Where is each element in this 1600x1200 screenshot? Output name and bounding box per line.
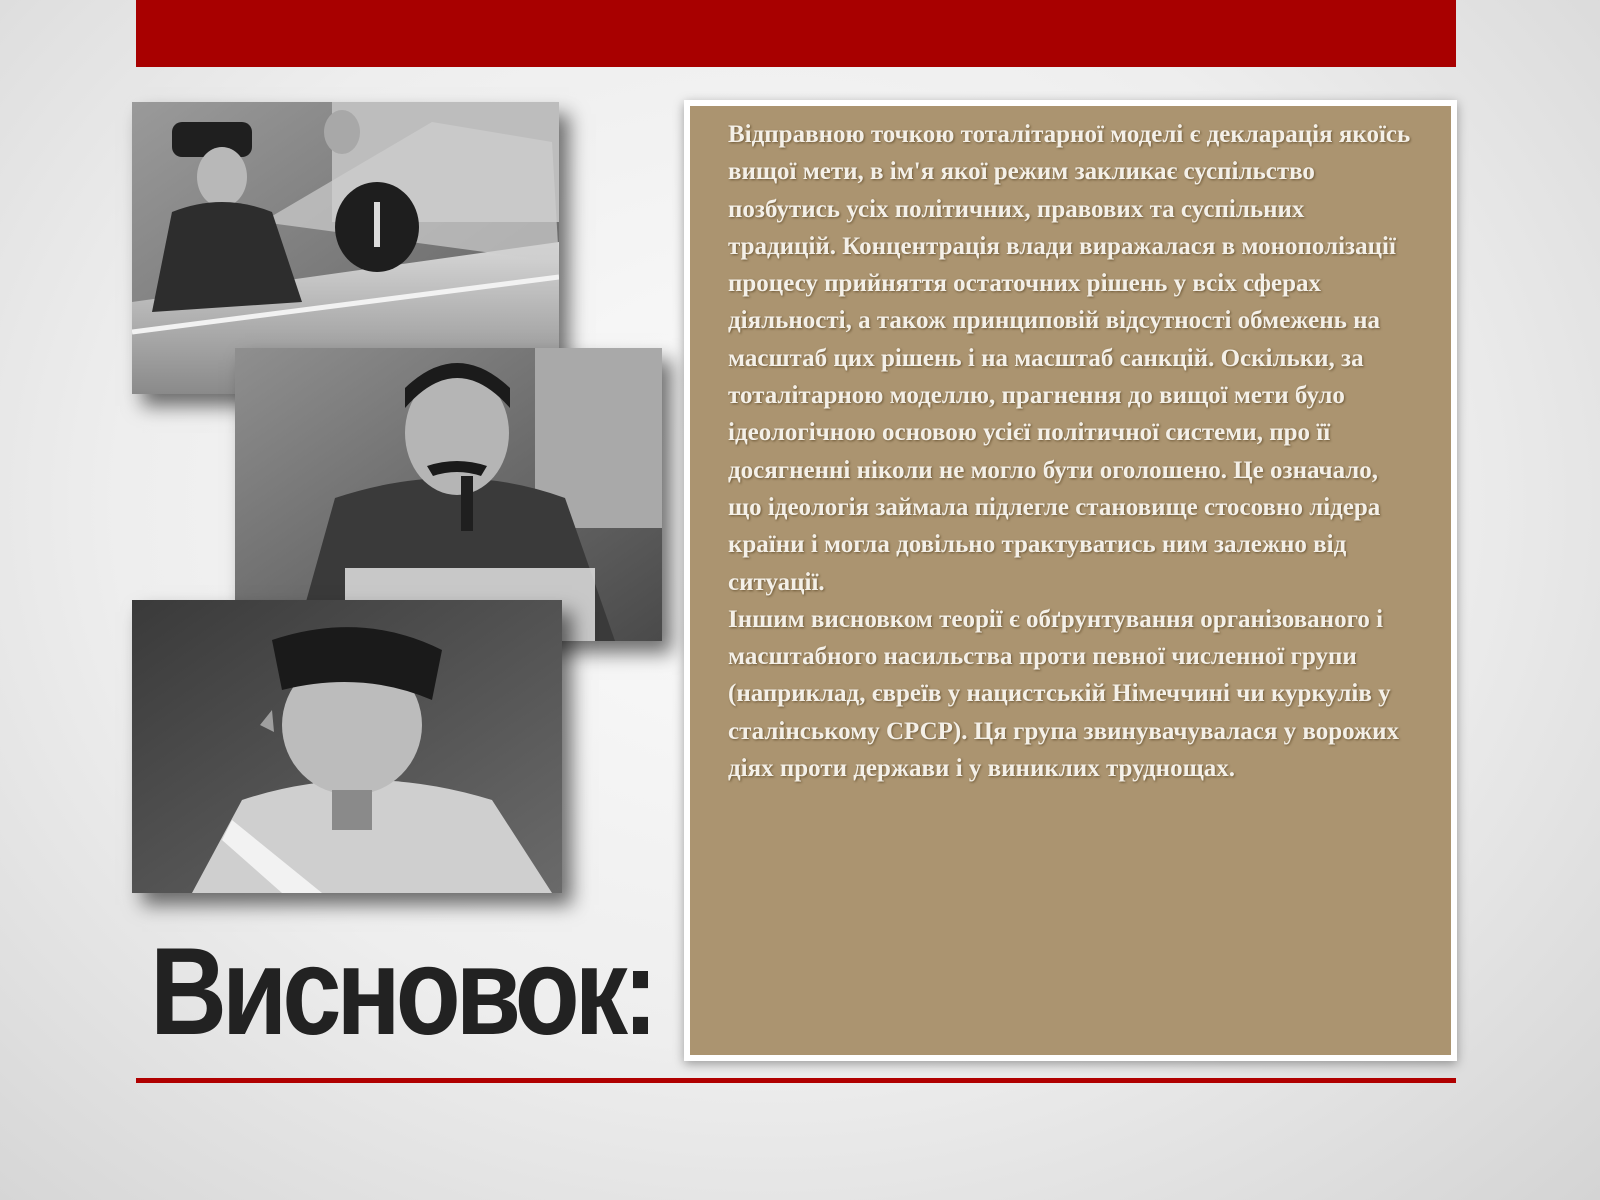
photo-leader-profile [132,600,562,893]
top-accent-bar [136,0,1456,67]
text-frame [684,100,1457,1061]
conclusion-text-panel [690,106,1451,1055]
photo-leader-with-pipe [235,348,662,641]
bottom-accent-rule [136,1078,1456,1083]
paragraph-1: Відправною точкою тоталітарної моделі є декларація якоїсь вищої мети, в ім'я якої режим закликає суспільство позбутись усіх політичних, правових та суспільних традицій. Концентрація влади виражалася в монополізації процесу прийняття остаточних рішень у всіх сферах діяльності, а також принциповій відсутності обмежень на масштаб цих рішень і на масштаб санкцій. Оскільки, за тоталітарною моделлю, прагнення до вищої мети було ідеологічною основою усієї політичної системи, про її досягненні ніколи не могло бути оголошено. Це означало, що ідеологія займала підлегле становище стосовно лідера країни і могла довільно трактуватись ним залежно від ситуації. [728,121,1411,596]
slide-title: Висновок: [150,923,654,1061]
paragraph-2: Іншим висновком теорії є обґрунтування організованого і масштабного насильства проти певної численної групи (наприклад, євреїв у нацистській Німеччині чи куркулів у сталінському СРСР). Ця група звинувачувалася у ворожих діях проти держави і у виниклих труднощах. [728,605,1400,783]
